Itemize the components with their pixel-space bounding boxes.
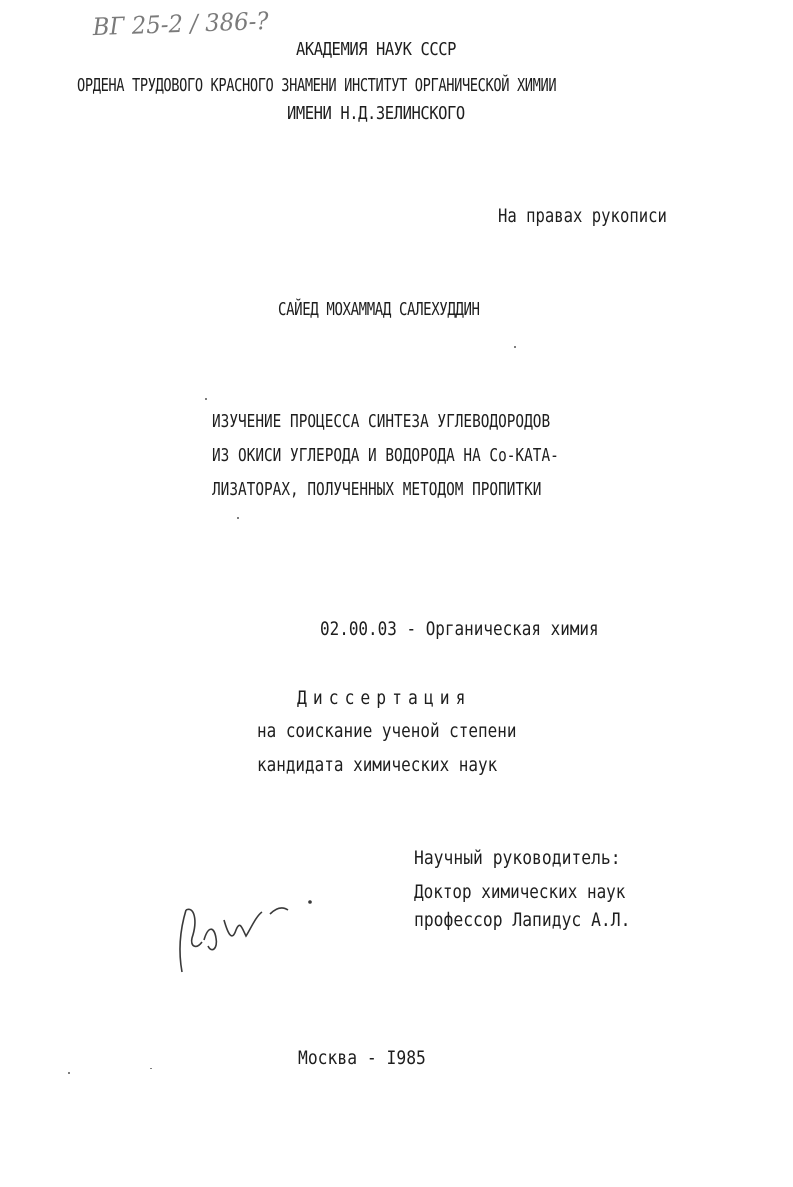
dissertation-word: Диссертация <box>297 687 472 709</box>
city-year: Москва - I985 <box>298 1047 426 1069</box>
rights-note: На правах рукописи <box>498 205 667 227</box>
archive-mark: ВГ 25-2 / 386-? <box>92 6 270 42</box>
supervisor-label: Научный руководитель: <box>414 847 621 869</box>
academy-name: АКАДЕМИЯ НАУК СССР <box>296 39 457 60</box>
dissertation-purpose: на соискание ученой степени <box>257 720 517 742</box>
institute-line-1: ОРДЕНА ТРУДОВОГО КРАСНОГО ЗНАМЕНИ ИНСТИТУТ ОРГАНИЧЕСКОЙ ХИМИИ <box>77 75 557 96</box>
title-line-2: ИЗ ОКИСИ УГЛЕРОДА И ВОДОРОДА НА Co-КАТА- <box>212 445 559 466</box>
supervisor-degree: Доктор химических наук <box>414 881 626 903</box>
signature <box>172 890 322 980</box>
dissertation-degree: кандидата химических наук <box>257 754 498 776</box>
scan-speck <box>514 346 516 348</box>
institute-line-2: ИМЕНИ Н.Д.ЗЕЛИНСКОГО <box>287 103 465 124</box>
supervisor-name: профессор Лапидус А.Л. <box>414 909 631 931</box>
scan-speck <box>237 517 239 519</box>
title-line-3: ЛИЗАТОРАХ, ПОЛУЧЕННЫХ МЕТОДОМ ПРОПИТКИ <box>212 479 542 500</box>
scan-speck <box>150 1068 152 1069</box>
specialty-code: 02.00.03 - Органическая химия <box>320 618 599 640</box>
title-line-1: ИЗУЧЕНИЕ ПРОЦЕССА СИНТЕЗА УГЛЕВОДОРОДОВ <box>212 411 551 432</box>
scan-speck <box>205 398 207 400</box>
scan-speck <box>68 1072 70 1074</box>
author-name: САЙЕД МОХАММАД САЛЕХУДДИН <box>278 299 480 320</box>
